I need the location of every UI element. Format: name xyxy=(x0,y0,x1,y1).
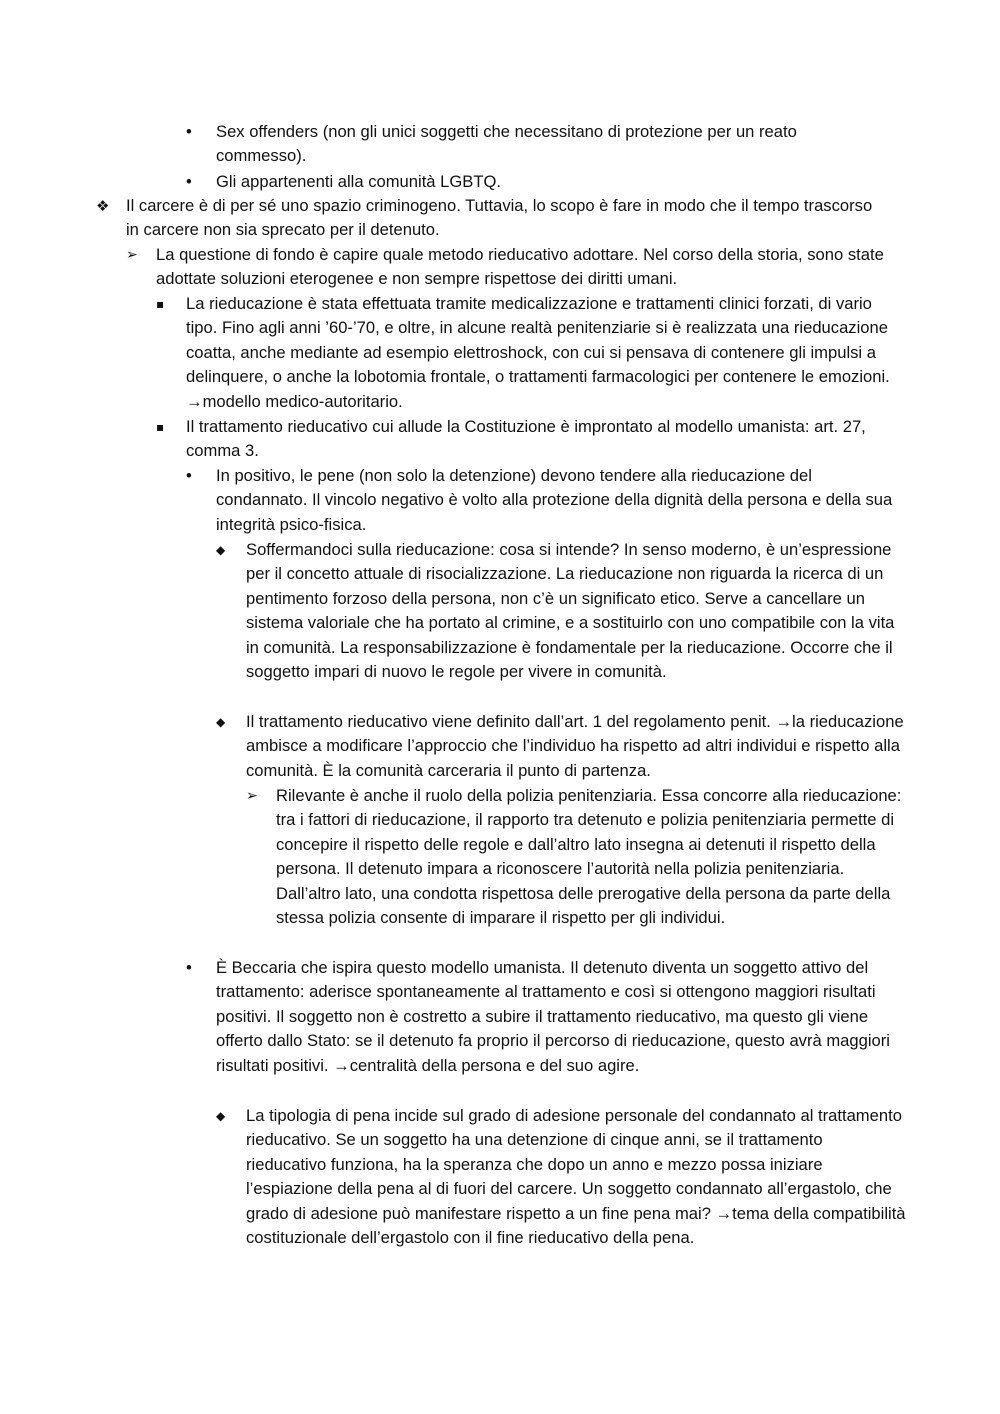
list-item xyxy=(186,464,896,537)
list-item-text: Gli appartenenti alla comunità LGBTQ. xyxy=(216,172,502,191)
list-item-text: Soffermandoci sulla rieducazione: cosa si intende? In senso moderno, è un’espressione per il concetto attuale di risocializzazione. La rieducazione non riguarda la ricerca di un pentimento forzoso della persona, non c’è un significato etico. Serve a cancellare un sistema valoriale che ha portato al crimine, e a sostituirlo con uno compatibile con la vita in comunità. La responsabilizzazione è fondamentale per la rieducazione. Occorre che il soggetto impari di nuovo le regole per vivere in comunità. xyxy=(246,540,895,682)
list-item-text: La questione di fondo è capire quale metodo rieducativo adottare. Nel corso della storia, sono state adottate soluzioni eterogenee e non sempre rispettose dei diritti umani. xyxy=(156,245,884,289)
list-item-text: Sex offenders (non gli unici soggetti che necessitano di protezione per un reato commesso). xyxy=(216,122,797,166)
bullet-arrowhead: ➢ xyxy=(246,788,258,804)
list-item xyxy=(156,415,896,464)
list-item xyxy=(216,710,908,783)
list-item xyxy=(186,120,886,169)
list-item xyxy=(156,292,896,414)
bullet-diamond-flower: ❖ xyxy=(96,197,110,215)
list-item xyxy=(186,170,886,194)
list-item xyxy=(96,194,886,243)
list-item xyxy=(246,784,908,930)
list-item xyxy=(126,243,886,292)
bullet-square: ▪ xyxy=(156,420,165,434)
list-item-text: In positivo, le pene (non solo la detenzione) devono tendere alla rieducazione del condannato. Il vincolo negativo è volto alla protezione della dignità della persona e della sua integrità psico-fisica. xyxy=(216,466,893,534)
bullet-dot: • xyxy=(186,466,192,485)
list-item-text: La rieducazione è stata effettuata tramite medicalizzazione e trattamenti clinici forzati, di vario tipo. Fino agli anni ’60-’70, e oltre, in alcune realtà penitenziarie si è realizzata una rieducazione coatta, anche mediante ad esempio elettroshock, con cui si pensava di contenere gli impulsi a delinquere, o anche la lobotomia frontale, o trattamenti farmacologici per contenere le emozioni. →modello medico-autoritario. xyxy=(186,294,890,411)
list-item-text: È Beccaria che ispira questo modello umanista. Il detenuto diventa un soggetto attivo del trattamento: aderisce spontaneamente al trattamento e così si ottengono maggiori risultati positivi. Il soggetto non è costretto a subire il trattamento rieducativo, ma questo gli viene offerto dallo Stato: se il detenuto fa proprio il percorso di rieducazione, questo avrà maggiori risultati positivi. →centralità della persona e del suo agire. xyxy=(216,958,890,1075)
list-item xyxy=(216,538,908,684)
list-item-text: Il trattamento rieducativo viene definito dall’art. 1 del regolamento penit. →la rieducazione ambisce a modificare l’approccio che l’individuo ha rispetto ad altri individui e rispetto alla comunità. È la comunità carceraria il punto di partenza. xyxy=(246,712,904,780)
bullet-dot: • xyxy=(186,122,192,141)
bullet-dot: • xyxy=(186,958,192,977)
list-item-text: La tipologia di pena incide sul grado di adesione personale del condannato al trattamento rieducativo. Se un soggetto ha una detenzione di cinque anni, se il trattamento rieducativo funziona, ha la speranza che dopo un anno e mezzo possa iniziare l’espiazione della pena al di fuori del carcere. Un soggetto condannato all’ergastolo, che grado di adesione può manifestare rispetto a un fine pena mai? →tema della compatibilità costituzionale dell’ergastolo con il fine rieducativo della pena. xyxy=(246,1106,906,1248)
list-item-text: Rilevante è anche il ruolo della polizia penitenziaria. Essa concorre alla rieducazione: tra i fattori di rieducazione, il rapporto tra detenuto e polizia penitenziaria permette di concepire il rispetto delle regole e dall’altro lato insegna ai detenuti il rispetto della persona. Il detenuto impara a riconoscere l’autorità nella polizia penitenziaria. Dall’altro lato, una condotta rispettosa delle prerogative della persona da parte della stessa polizia consente di imparare il rispetto per gli individui. xyxy=(276,786,902,928)
bullet-diamond: ◆ xyxy=(216,1109,226,1123)
bullet-diamond: ◆ xyxy=(216,715,226,729)
bullet-dot: • xyxy=(186,172,192,191)
bullet-arrowhead: ➢ xyxy=(126,247,138,263)
list-item xyxy=(216,1104,906,1250)
list-item xyxy=(186,956,906,1078)
bullet-square: ▪ xyxy=(156,297,165,311)
list-item-text: Il carcere è di per sé uno spazio criminogeno. Tuttavia, lo scopo è fare in modo che il tempo trascorso in carcere non sia sprecato per il detenuto. xyxy=(126,196,873,240)
list-item-text: Il trattamento rieducativo cui allude la Costituzione è improntato al modello umanista: art. 27, comma 3. xyxy=(186,417,866,461)
bullet-diamond: ◆ xyxy=(216,543,226,557)
